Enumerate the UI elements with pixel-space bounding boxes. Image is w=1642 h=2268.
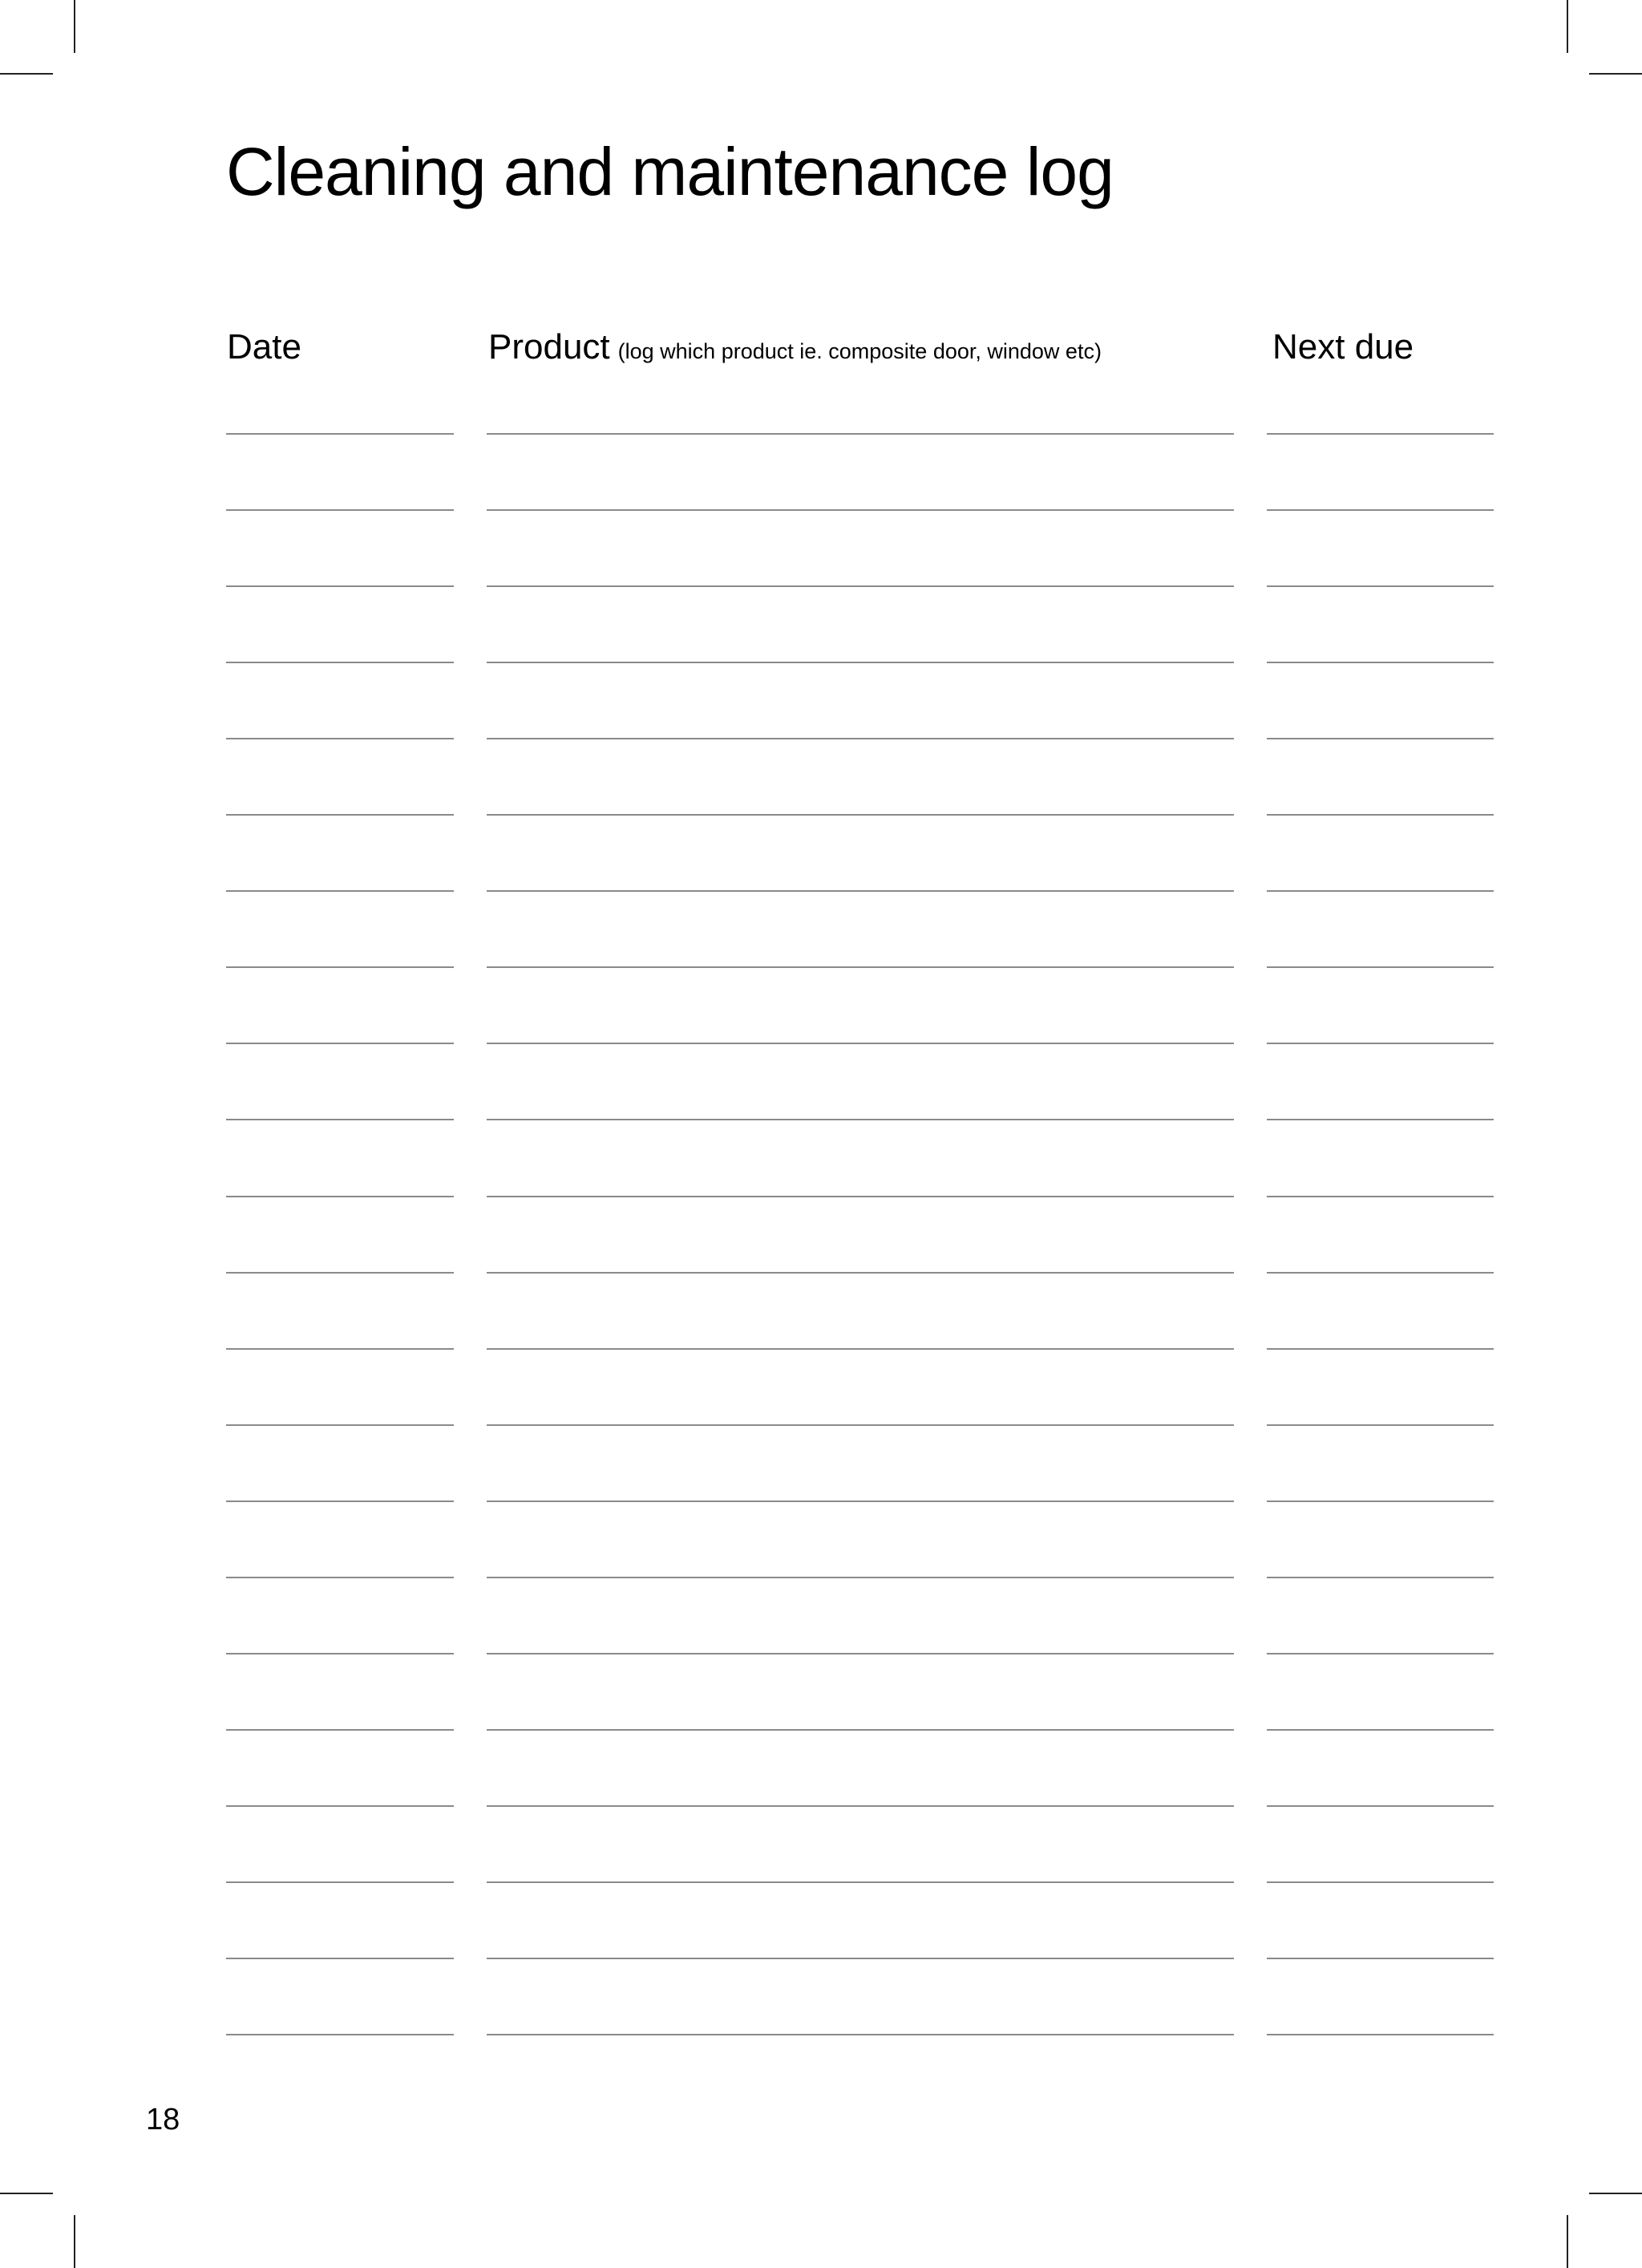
log-row-date-line[interactable] [226, 1653, 454, 1654]
log-row-date-line[interactable] [226, 2034, 454, 2035]
log-row-product-line[interactable] [487, 1348, 1234, 1350]
log-row-next-due-line[interactable] [1267, 1501, 1494, 1502]
log-row-product-line[interactable] [487, 1501, 1234, 1502]
log-row-product-line[interactable] [487, 1119, 1234, 1120]
log-row [0, 1043, 1642, 1045]
log-row-product-line[interactable] [487, 1043, 1234, 1044]
log-row-date-line[interactable] [226, 1348, 454, 1350]
log-row [0, 1881, 1642, 1884]
log-row [0, 738, 1642, 740]
log-row-next-due-line[interactable] [1267, 1043, 1494, 1044]
log-row-product-line[interactable] [487, 2034, 1234, 2035]
log-row-next-due-line[interactable] [1267, 1196, 1494, 1197]
log-row [0, 966, 1642, 969]
log-row-next-due-line[interactable] [1267, 1653, 1494, 1654]
log-row-date-line[interactable] [226, 509, 454, 511]
log-row-product-line[interactable] [487, 1577, 1234, 1578]
log-row-product-line[interactable] [487, 966, 1234, 968]
log-row-next-due-line[interactable] [1267, 1729, 1494, 1731]
log-row-product-line[interactable] [487, 890, 1234, 892]
log-row-date-line[interactable] [226, 1501, 454, 1502]
log-row-product-line[interactable] [487, 585, 1234, 587]
log-row [0, 2034, 1642, 2036]
log-row [0, 1272, 1642, 1274]
page-title: Cleaning and maintenance log [226, 134, 1114, 209]
log-row-date-line[interactable] [226, 738, 454, 739]
log-row-date-line[interactable] [226, 814, 454, 816]
column-header-next-due: Next due [1272, 327, 1414, 367]
log-row [0, 662, 1642, 664]
log-row [0, 1348, 1642, 1351]
log-row-date-line[interactable] [226, 1805, 454, 1807]
log-row-next-due-line[interactable] [1267, 1272, 1494, 1274]
log-row-next-due-line[interactable] [1267, 1119, 1494, 1120]
log-row-next-due-line[interactable] [1267, 2034, 1494, 2035]
log-row-date-line[interactable] [226, 1577, 454, 1578]
log-row-next-due-line[interactable] [1267, 433, 1494, 435]
log-row-date-line[interactable] [226, 1272, 454, 1274]
log-row-product-line[interactable] [487, 814, 1234, 816]
log-row [0, 1653, 1642, 1655]
log-row-date-line[interactable] [226, 1881, 454, 1883]
log-row-date-line[interactable] [226, 1958, 454, 1959]
log-row-product-line[interactable] [487, 1958, 1234, 1959]
log-row-product-line[interactable] [487, 433, 1234, 435]
log-row-product-line[interactable] [487, 1272, 1234, 1274]
log-row [0, 1805, 1642, 1808]
log-row-product-line[interactable] [487, 1424, 1234, 1426]
log-row-date-line[interactable] [226, 433, 454, 435]
log-row [0, 1577, 1642, 1579]
column-header-date: Date [227, 327, 301, 367]
log-row-product-line[interactable] [487, 662, 1234, 663]
log-row-next-due-line[interactable] [1267, 585, 1494, 587]
log-row [0, 1501, 1642, 1503]
log-row-next-due-line[interactable] [1267, 662, 1494, 663]
log-row-next-due-line[interactable] [1267, 1577, 1494, 1578]
log-row-product-line[interactable] [487, 1805, 1234, 1807]
log-row [0, 1729, 1642, 1731]
log-row-next-due-line[interactable] [1267, 738, 1494, 739]
log-row-date-line[interactable] [226, 890, 454, 892]
column-header-product-label: Product [488, 327, 610, 367]
page-number: 18 [146, 2103, 180, 2136]
log-row [0, 814, 1642, 816]
log-row-next-due-line[interactable] [1267, 1881, 1494, 1883]
log-row-next-due-line[interactable] [1267, 1958, 1494, 1959]
log-row-product-line[interactable] [487, 1881, 1234, 1883]
log-row [0, 1196, 1642, 1198]
log-row [0, 585, 1642, 588]
log-row [0, 509, 1642, 512]
log-row [0, 890, 1642, 893]
log-row-next-due-line[interactable] [1267, 1805, 1494, 1807]
column-header-product-note: (log which product ie. composite door, window etc) [617, 339, 1102, 363]
log-row-next-due-line[interactable] [1267, 1348, 1494, 1350]
log-row-product-line[interactable] [487, 509, 1234, 511]
log-row-product-line[interactable] [487, 1653, 1234, 1654]
log-row-product-line[interactable] [487, 1196, 1234, 1197]
log-row-date-line[interactable] [226, 1729, 454, 1731]
log-row-date-line[interactable] [226, 966, 454, 968]
log-row-product-line[interactable] [487, 738, 1234, 739]
log-row-next-due-line[interactable] [1267, 966, 1494, 968]
log-row-date-line[interactable] [226, 1424, 454, 1426]
log-row-date-line[interactable] [226, 1043, 454, 1044]
log-row-date-line[interactable] [226, 662, 454, 663]
log-row-next-due-line[interactable] [1267, 814, 1494, 816]
log-row [0, 1958, 1642, 1960]
log-row-date-line[interactable] [226, 1196, 454, 1197]
log-row-date-line[interactable] [226, 1119, 454, 1120]
log-row-product-line[interactable] [487, 1729, 1234, 1731]
log-row [0, 1119, 1642, 1121]
log-row-next-due-line[interactable] [1267, 509, 1494, 511]
log-row-next-due-line[interactable] [1267, 1424, 1494, 1426]
log-row [0, 1424, 1642, 1427]
log-row [0, 433, 1642, 435]
log-row-date-line[interactable] [226, 585, 454, 587]
log-row-next-due-line[interactable] [1267, 890, 1494, 892]
